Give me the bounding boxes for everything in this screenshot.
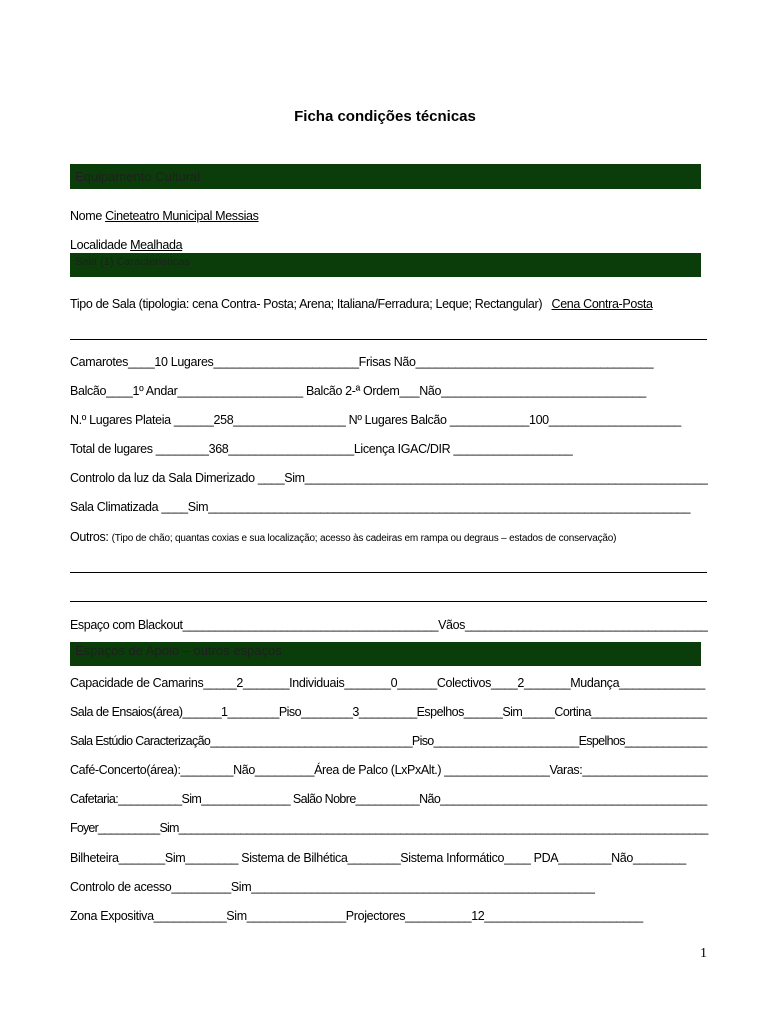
field-localidade (70, 237, 182, 253)
section-header-sala: Sala (1) Características (70, 253, 701, 277)
blank-line (70, 572, 707, 573)
field-blackout: Espaço com Blackout_______________________________________Vãos_____________________________________ (70, 618, 708, 632)
field-bilheteira: Bilheteira_______Sim________ Sistema de Bilhética________Sistema Informático____ PDA________Não________ (70, 851, 686, 865)
field-sala-climatizada: Sala Climatizada ____Sim_________________________________________________________________________ (70, 500, 691, 514)
page-number: 1 (700, 946, 707, 961)
field-foyer: Foyer__________Sim______________________________________________________________________________________ (70, 821, 708, 835)
field-tipo-sala (70, 296, 653, 312)
field-controlo-luz: Controlo da luz da Sala Dimerizado ____Sim_____________________________________________________________ (70, 471, 708, 485)
section-header-espacos: Espaços de Apoio – outros espaços (70, 642, 701, 666)
blank-line (70, 339, 707, 340)
field-sala-estudio: Sala Estúdio Caracterização________________________________Piso_______________________Espelhos_____________ (70, 734, 707, 748)
page-title: Ficha condições técnicas (294, 108, 476, 125)
field-cafe-concerto: Café-Concerto(área):________Não_________Área de Palco (LxPxAlt.) ________________Varas:___________________ (70, 763, 708, 777)
field-localidade-value: Mealhada (130, 238, 183, 252)
field-nome (70, 208, 259, 224)
field-nome-value: Cineteatro Municipal Messias (105, 209, 259, 223)
field-outros-note: (Tipo de chão; quantas coxias e sua localização; acesso às cadeiras em rampa ou degraus – estados de conservação) (111, 533, 617, 544)
field-balcao: Balcão____1º Andar___________________ Balcão 2-ª Ordem___Não_______________________________ (70, 384, 646, 398)
field-camarins: Capacidade de Camarins_____2_______Individuais_______0______Colectivos____2_______Mudança_____________ (70, 676, 705, 690)
field-sala-ensaios: Sala de Ensaios(área)______1________Piso________3_________Espelhos______Sim_____Cortina__________________ (70, 705, 707, 719)
field-total-lugares: Total de lugares ________368___________________Licença IGAC/DIR __________________ (70, 442, 573, 456)
field-lugares: N.º Lugares Plateia ______258_________________ Nº Lugares Balcão ____________100____________________ (70, 413, 681, 427)
field-cafetaria: Cafetaria:__________Sim______________ Salão Nobre__________Não__________________________________________ (70, 792, 707, 806)
field-tipo-sala-label: Tipo de Sala (tipologia: cena Contra- Posta; Arena; Italiana/Ferradura; Leque; Rectangular) (70, 297, 543, 311)
field-controlo-acesso: Controlo de acesso_________Sim____________________________________________________ (70, 880, 595, 894)
blank-line (70, 601, 707, 602)
field-zona-expositiva: Zona Expositiva___________Sim_______________Projectores__________12________________________ (70, 909, 643, 923)
field-nome-label: Nome (70, 209, 106, 223)
field-tipo-sala-value: Cena Contra-Posta (551, 297, 653, 311)
field-outros-label: Outros: (70, 530, 112, 544)
field-camarotes: Camarotes____10 Lugares______________________Frisas Não____________________________________ (70, 355, 654, 369)
field-localidade-label: Localidade (70, 238, 131, 252)
section-header-equipamento: Equipamento Cultural (70, 164, 701, 189)
field-outros (70, 529, 616, 547)
